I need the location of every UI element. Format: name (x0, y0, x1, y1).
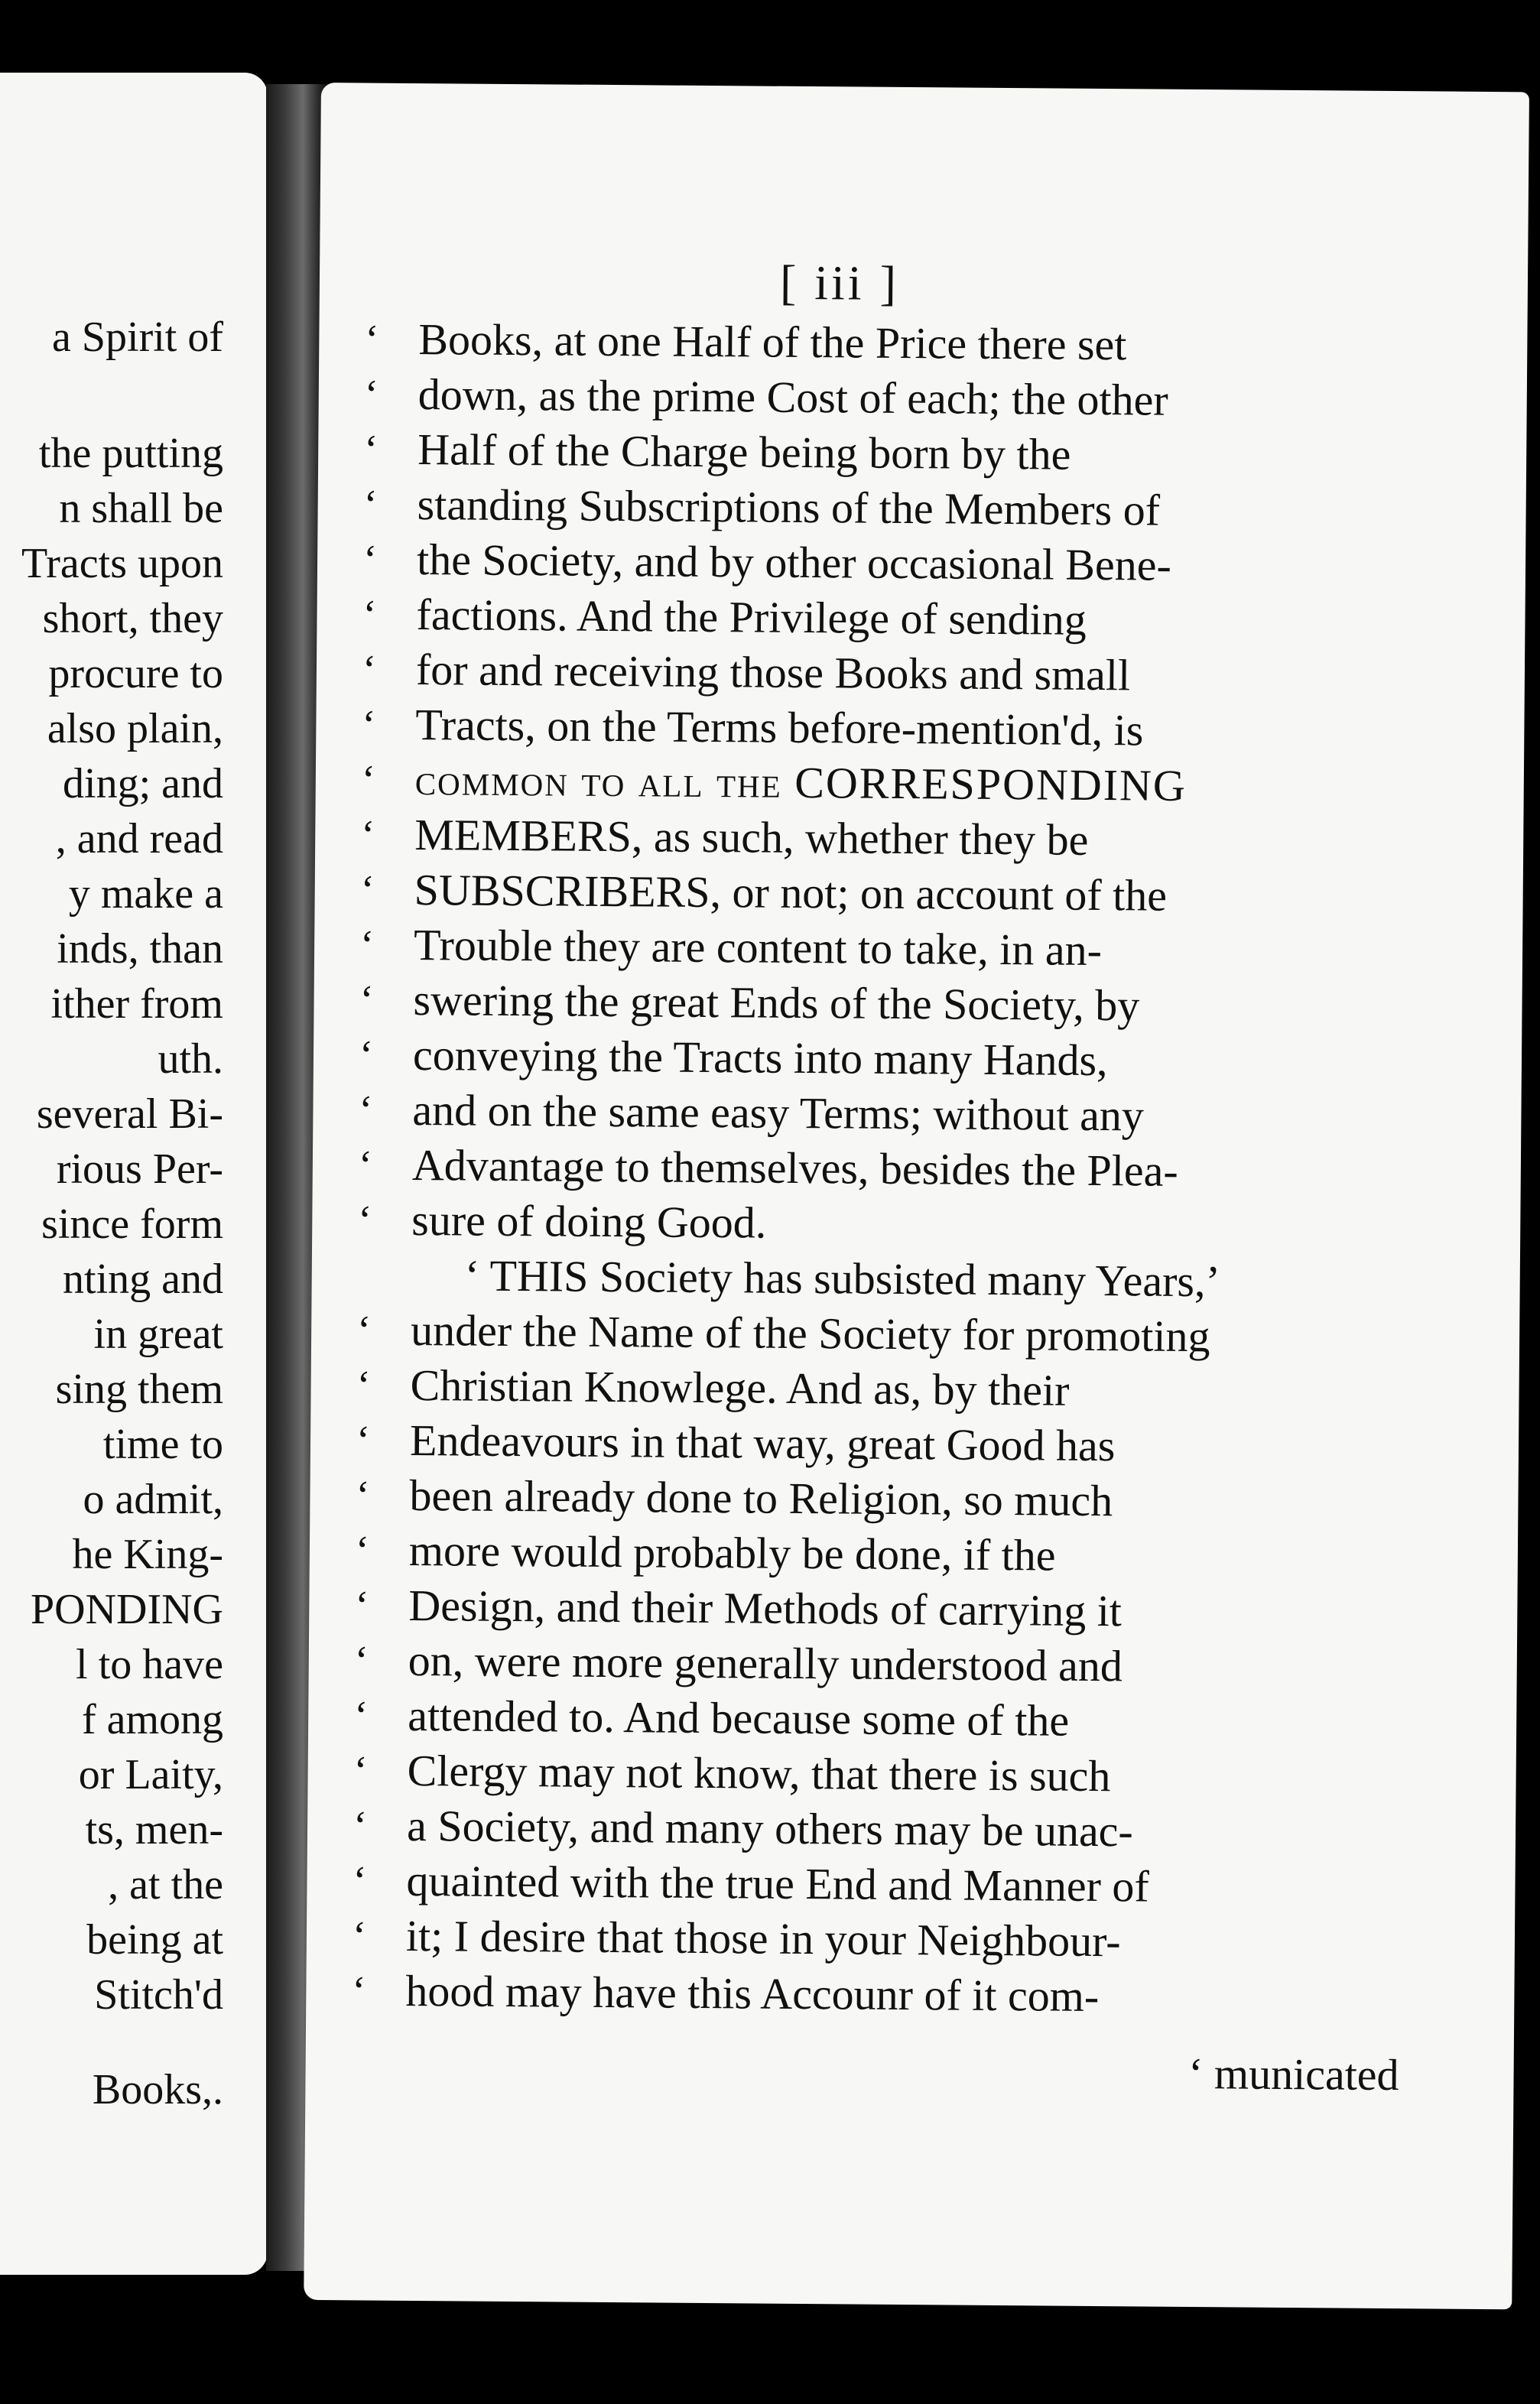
quote-mark: ‘ (353, 1802, 368, 1849)
left-line: being at (86, 1916, 223, 1964)
left-line: inds, than (57, 925, 223, 973)
quote-mark: ‘ (365, 316, 379, 362)
quote-mark: ‘ (364, 426, 379, 473)
left-line: since form (41, 1200, 223, 1248)
text-line: a Society, and many others may be unac- (406, 1800, 1134, 1857)
quote-mark: ‘ (361, 756, 376, 803)
quote-mark: ‘ (358, 1142, 373, 1188)
left-line: PONDING (31, 1586, 223, 1633)
quote-mark: ‘ (352, 1967, 366, 2014)
left-line: or Laity, (78, 1751, 223, 1798)
text-line: Endeavours in that way, great Good has (409, 1415, 1116, 1471)
quote-mark: ‘ (355, 1582, 369, 1629)
text-line: common to all the CORRESPONDING (414, 754, 1187, 811)
quote-mark: ‘ (358, 1197, 372, 1243)
text-line: under the Name of the Society for promoting (410, 1304, 1210, 1362)
quote-mark: ‘ (363, 481, 378, 528)
right-page (304, 83, 1529, 2309)
text-line: Design, and their Methods of carrying it (408, 1580, 1123, 1636)
left-line: Stitch'd (94, 1971, 223, 2019)
text-line: attended to. And because some of the (407, 1690, 1070, 1746)
quote-mark: ‘ (359, 921, 375, 968)
quote-mark: ‘ (359, 1031, 374, 1078)
left-line: time to (102, 1421, 223, 1468)
quote-mark: ‘ (362, 701, 376, 748)
text-line: quainted with the true End and Manner of (406, 1855, 1149, 1912)
text-line: Books, at one Half of the Price there set (418, 314, 1127, 370)
quote-mark: ‘ (356, 1307, 372, 1353)
text-line: Advantage to themselves, besides the Plea- (411, 1139, 1178, 1196)
quote-mark: ‘ (353, 1857, 367, 1904)
text-line: down, as the prime Cost of each; the other (417, 369, 1168, 425)
text-line: it; I desire that those in your Neighbour- (405, 1910, 1121, 1967)
quote-mark: ‘ (353, 1692, 369, 1739)
catchword: ‘ municated (1187, 2048, 1399, 2100)
left-line: Books,. (92, 2066, 223, 2113)
quote-mark: ‘ (362, 591, 377, 638)
text-line: Half of the Charge being born by the (417, 424, 1071, 479)
left-line: sing them (55, 1366, 223, 1413)
left-line: y make a (68, 870, 223, 918)
quote-mark: ‘ (354, 1637, 369, 1684)
left-line: short, they (42, 595, 223, 642)
text-line: Clergy may not know, that there is such (407, 1745, 1111, 1801)
left-line: a Spirit of (52, 313, 223, 361)
quote-mark: ‘ (362, 536, 378, 583)
left-line: uth. (158, 1035, 223, 1083)
quote-mark: ‘ (355, 1527, 370, 1574)
text-line: and on the same easy Terms; without any (412, 1084, 1145, 1141)
text-line: sure of doing Good. (411, 1194, 767, 1248)
text-line: Tracts, on the Terms before-mention'd, is (415, 699, 1144, 755)
left-line: also plain, (47, 705, 223, 752)
left-line: o admit, (83, 1476, 223, 1523)
text-line: standing Subscriptions of the Members of (417, 479, 1161, 535)
text-line: factions. And the Privilege of sending (416, 590, 1087, 645)
quote-mark: ‘ (352, 1912, 367, 1959)
quote-mark: ‘ (356, 1362, 371, 1408)
paragraph-start-line: ‘ THIS Society has subsisted many Years,’ (464, 1250, 1221, 1307)
quote-mark: ‘ (356, 1472, 370, 1519)
text-line: SUBSCRIBERS, or not; on account of the (414, 864, 1168, 921)
text-line: more would probably be done, if the (408, 1525, 1056, 1580)
text-line: conveying the Tracts into many Hands, (412, 1029, 1108, 1086)
left-line: nting and (63, 1256, 223, 1303)
quote-mark: ‘ (361, 811, 375, 858)
text-line: for and receiving those Books and small (415, 644, 1131, 700)
left-line: f among (81, 1696, 223, 1743)
quote-mark: ‘ (364, 371, 379, 417)
left-page (0, 73, 268, 2275)
quote-mark: ‘ (360, 866, 375, 913)
left-line: procure to (48, 650, 223, 697)
page-number: [ iii ] (779, 255, 900, 310)
quote-mark: ‘ (362, 646, 377, 693)
quote-mark: ‘ (359, 976, 374, 1023)
left-line: the putting (38, 430, 223, 477)
text-line: on, were more generally understood and (408, 1635, 1123, 1691)
left-line: Tracts upon (21, 540, 223, 587)
quote-mark: ‘ (353, 1747, 368, 1794)
left-line: l to have (76, 1641, 223, 1688)
left-line: n shall be (59, 485, 223, 532)
left-line: several Bi- (36, 1090, 223, 1138)
left-line: , and read (55, 815, 223, 863)
left-line: ts, men- (85, 1806, 223, 1853)
left-line: in great (93, 1311, 223, 1358)
left-line: he King- (72, 1531, 223, 1578)
left-line: , at the (108, 1861, 223, 1909)
left-line: ding; and (63, 760, 223, 807)
text-line: hood may have this Accounr of it com- (405, 1965, 1100, 2022)
text-line: Trouble they are content to take, in an- (413, 919, 1103, 976)
text-line: Christian Knowlege. And as, by their (410, 1360, 1070, 1415)
left-line: ither from (50, 980, 223, 1028)
text-line: swering the great Ends of the Society, by (413, 974, 1140, 1031)
text-line: the Society, and by other occasional Bene- (416, 534, 1172, 590)
left-line: rious Per- (56, 1145, 223, 1193)
text-line: MEMBERS, as such, whether they be (414, 809, 1089, 865)
quote-mark: ‘ (356, 1417, 371, 1464)
quote-mark: ‘ (359, 1087, 373, 1133)
text-line: been already done to Religion, so much (409, 1470, 1113, 1526)
